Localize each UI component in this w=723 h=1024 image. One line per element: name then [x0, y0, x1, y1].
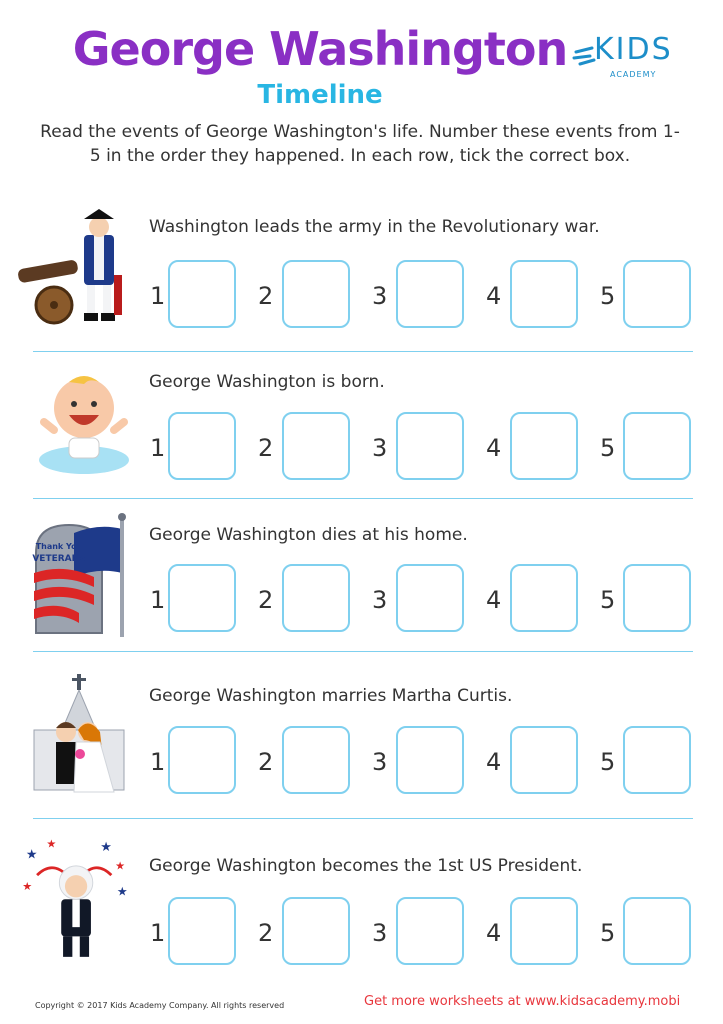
promo-link[interactable]: Get more worksheets at www.kidsacademy.mobi [364, 994, 681, 1009]
event-text: Washington leads the army in the Revolutionary war. [149, 217, 600, 237]
number-label: 5 [600, 586, 616, 614]
event-row-3 [0, 513, 723, 663]
answer-box-5[interactable] [623, 897, 691, 965]
page-title: George Washington [72, 22, 568, 76]
answer-box-4[interactable] [510, 260, 578, 328]
number-label: 3 [372, 586, 388, 614]
number-label: 5 [600, 434, 616, 462]
wedding-couple-icon [14, 670, 140, 800]
answer-box-2[interactable] [282, 726, 350, 794]
number-label: 5 [600, 919, 616, 947]
event-text: George Washington marries Martha Curtis. [149, 686, 513, 706]
svg-text:★: ★ [116, 884, 128, 899]
svg-text:★: ★ [115, 859, 126, 873]
answer-box-1[interactable] [168, 726, 236, 794]
number-label: 4 [486, 434, 502, 462]
baby-icon [14, 360, 140, 490]
answer-box-3[interactable] [396, 564, 464, 632]
instructions-text: Read the events of George Washington's life. Number these events from 1-5 in the order they happened. In each row, tick the correct box. [40, 122, 680, 166]
answer-box-3[interactable] [396, 412, 464, 480]
number-label: 2 [258, 282, 274, 310]
answer-box-1[interactable] [168, 897, 236, 965]
sign-thank-you: Thank You [35, 542, 83, 551]
kids-academy-logo [572, 30, 692, 90]
row-divider [33, 651, 693, 652]
answer-box-2[interactable] [282, 260, 350, 328]
number-label: 3 [372, 748, 388, 776]
number-label: 3 [372, 919, 388, 947]
number-label: 4 [486, 919, 502, 947]
answer-box-4[interactable] [510, 897, 578, 965]
event-row-1 [0, 205, 723, 355]
event-row-4 [0, 670, 723, 820]
number-label: 4 [486, 586, 502, 614]
president-fireworks-icon [14, 838, 140, 968]
page-subtitle: Timeline [257, 80, 383, 110]
row-divider [33, 498, 693, 499]
answer-box-1[interactable] [168, 412, 236, 480]
number-label: 2 [258, 586, 274, 614]
answer-box-2[interactable] [282, 412, 350, 480]
sign-veterans: VETERANS [32, 554, 86, 564]
number-label: 2 [258, 919, 274, 947]
number-label: 1 [150, 748, 166, 776]
number-label: 1 [150, 919, 166, 947]
answer-box-2[interactable] [282, 564, 350, 632]
answer-box-3[interactable] [396, 726, 464, 794]
answer-box-1[interactable] [168, 260, 236, 328]
event-row-2 [0, 360, 723, 510]
event-text: George Washington becomes the 1st US President. [149, 856, 583, 876]
number-label: 4 [486, 282, 502, 310]
answer-box-2[interactable] [282, 897, 350, 965]
event-text: George Washington dies at his home. [149, 525, 468, 545]
svg-text:★: ★ [25, 847, 38, 863]
event-row-5 [0, 838, 723, 988]
gravestone-flag-icon [14, 513, 140, 643]
answer-box-3[interactable] [396, 260, 464, 328]
answer-box-4[interactable] [510, 564, 578, 632]
number-label: 1 [150, 586, 166, 614]
copyright-text: Copyright © 2017 Kids Academy Company. All rights reserved [35, 1001, 285, 1010]
answer-box-5[interactable] [623, 726, 691, 794]
number-label: 2 [258, 748, 274, 776]
soldier-with-cannon-icon [14, 205, 140, 335]
answer-box-4[interactable] [510, 412, 578, 480]
answer-box-5[interactable] [623, 564, 691, 632]
number-label: 1 [150, 282, 166, 310]
row-divider [33, 818, 693, 819]
svg-text:★: ★ [100, 840, 112, 855]
answer-box-5[interactable] [623, 260, 691, 328]
number-label: 5 [600, 282, 616, 310]
number-label: 4 [486, 748, 502, 776]
answer-box-3[interactable] [396, 897, 464, 965]
answer-box-5[interactable] [623, 412, 691, 480]
logo-text: KIDS [594, 32, 673, 67]
number-label: 3 [372, 434, 388, 462]
number-label: 2 [258, 434, 274, 462]
event-text: George Washington is born. [149, 372, 385, 392]
row-divider [33, 351, 693, 352]
answer-box-4[interactable] [510, 726, 578, 794]
number-label: 5 [600, 748, 616, 776]
number-label: 1 [150, 434, 166, 462]
logo-subtext: ACADEMY [610, 70, 657, 79]
number-label: 3 [372, 282, 388, 310]
svg-text:★: ★ [46, 838, 57, 851]
svg-text:★: ★ [22, 880, 33, 893]
answer-box-1[interactable] [168, 564, 236, 632]
